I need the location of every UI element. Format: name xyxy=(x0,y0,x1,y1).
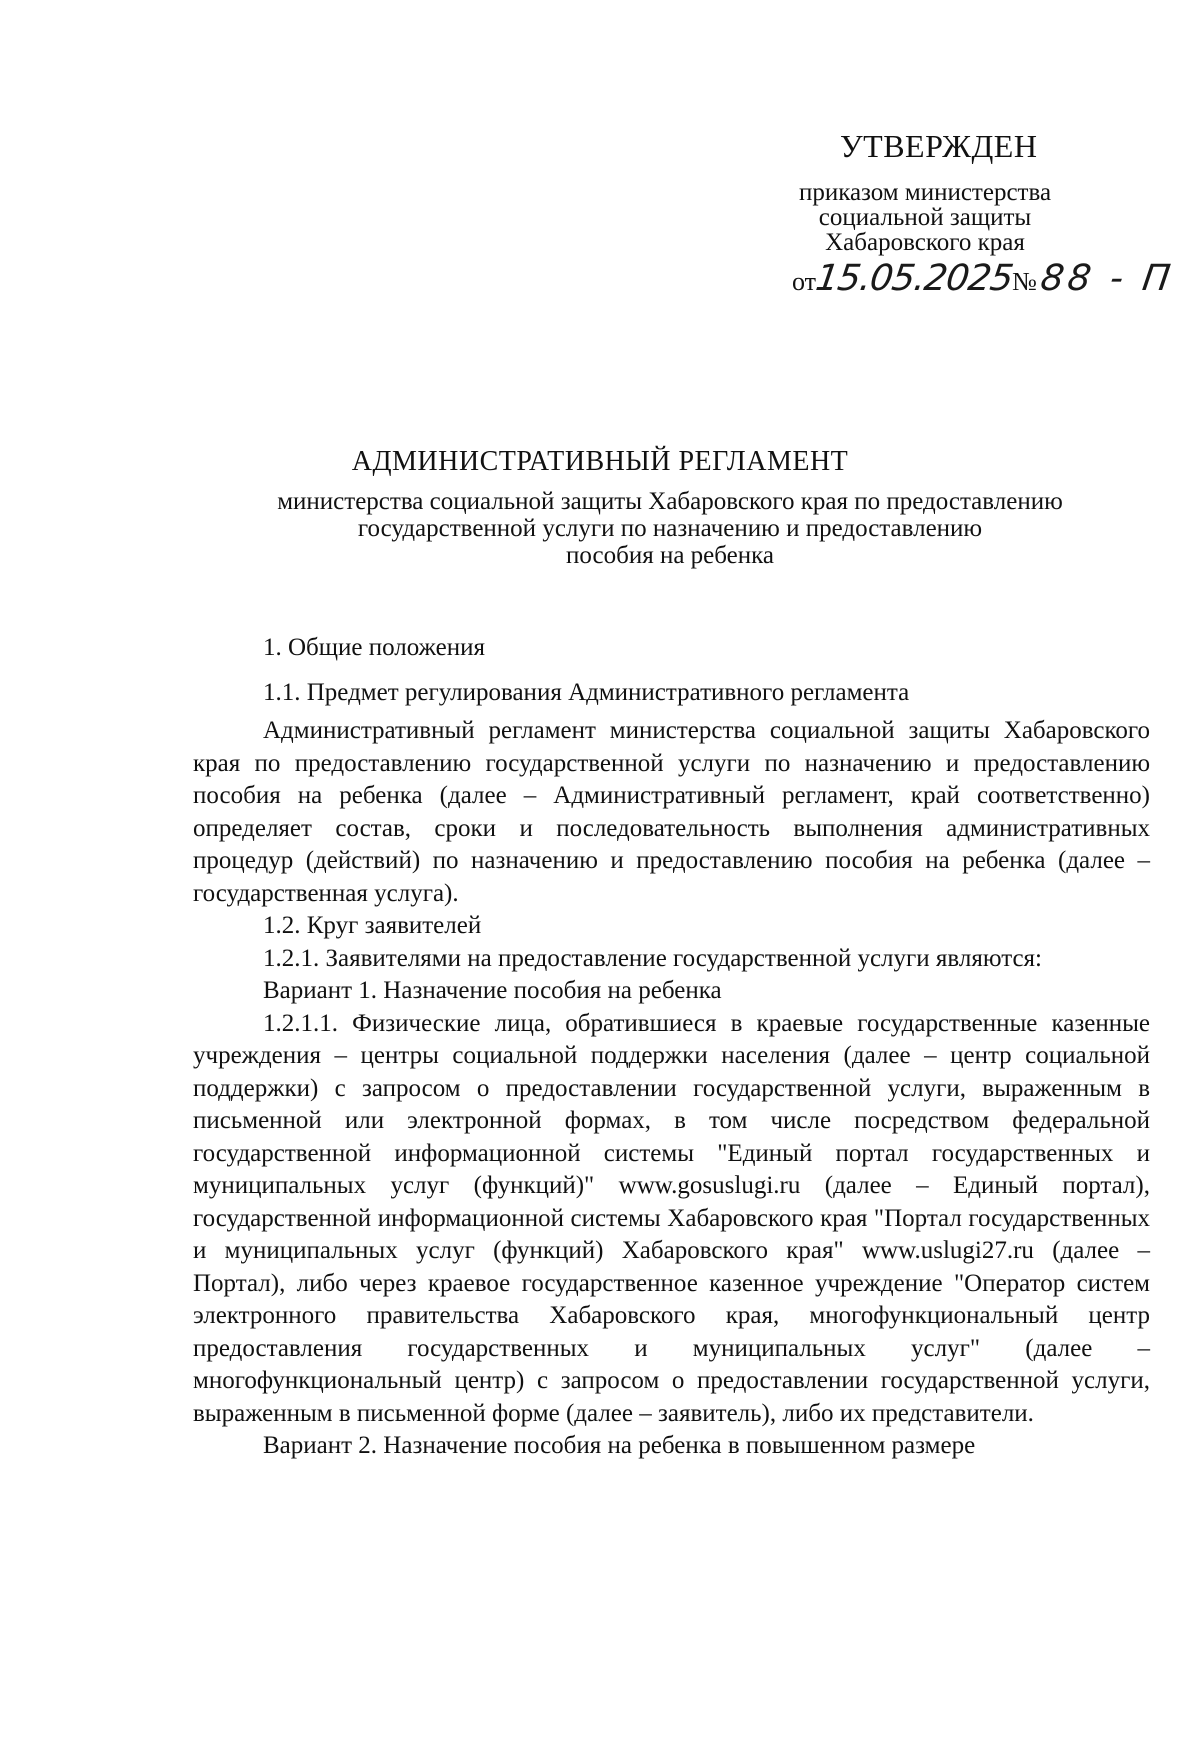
subsection-heading: 1.1. Предмет регулирования Административного регламента xyxy=(263,678,910,706)
approval-title: УТВЕРЖДЕН xyxy=(840,128,1038,164)
handwritten-number: 88 - П xyxy=(1038,258,1177,299)
paragraph: 1.2.1. Заявителями на предоставление государственной услуги являются: xyxy=(263,944,1042,972)
paragraph: Административный регламент министерства социальной защиты Хабаровского края по предоставлению государственной услуги по назначению и предоставлению пособия на ребенка (далее – Административный регламент, край соответственно) определяет состав, сроки и последовательность выполнения административных процедур (действий) по назначению и предоставлению пособия на ребенка (далее – государственная услуга). xyxy=(193,717,1150,907)
paragraph: 1.2.1.1. Физические лица, обратившиеся в краевые государственные казенные учреждения – центры социальной поддержки населения (далее – центр социальной поддержки) с запросом о предоставлении государственной услуги, выраженным в письменной или электронной формах, в том числе посредством федеральной государственной информационной системы "Единый портал государственных и муниципальных услуг (функций)" www.gosuslugi.ru (далее – Единый портал), государственной информационной системы Хабаровского края "Портал государственных и муниципальных услуг (функций) Хабаровского края" www.uslugi27.ru (далее – Портал), либо через краевое государственное казенное учреждение "Оператор систем электронного правительства Хабаровского края, многофункциональный центр предоставления государственных и муниципальных услуг" (далее – многофункциональный центр) с запросом о предоставлении государственной услуги, выраженным в письменной форме (далее – заявитель), либо их представители. xyxy=(193,1009,1150,1427)
document-subtitle xyxy=(210,488,1130,569)
handwritten-date: 15.05.2025 xyxy=(813,258,1016,299)
subtitle-line: министерства социальной защиты Хабаровского края по предоставлению xyxy=(277,488,1063,515)
approval-date xyxy=(792,258,1177,299)
subtitle-line: государственной услуги по назначению и предоставлению xyxy=(357,515,983,542)
subsection-heading: 1.2. Круг заявителей xyxy=(263,912,482,939)
approval-line: Хабаровского края xyxy=(825,229,1025,256)
document-title: АДМИНИСТРАТИВНЫЙ РЕГЛАМЕНТ xyxy=(351,446,849,477)
document-body xyxy=(193,632,1150,1463)
section-heading: 1. Общие положения xyxy=(263,634,485,661)
subtitle-line: пособия на ребенка xyxy=(566,542,774,569)
approval-line: приказом министерства xyxy=(798,179,1052,206)
variant-heading: Вариант 2. Назначение пособия на ребенка в повышенном размере xyxy=(263,1432,976,1459)
variant-heading: Вариант 1. Назначение пособия на ребенка xyxy=(263,977,722,1004)
approval-lines xyxy=(760,180,1090,255)
date-prefix: от xyxy=(792,267,817,296)
approval-line: социальной защиты xyxy=(818,204,1032,231)
number-sign: № xyxy=(1012,267,1037,296)
